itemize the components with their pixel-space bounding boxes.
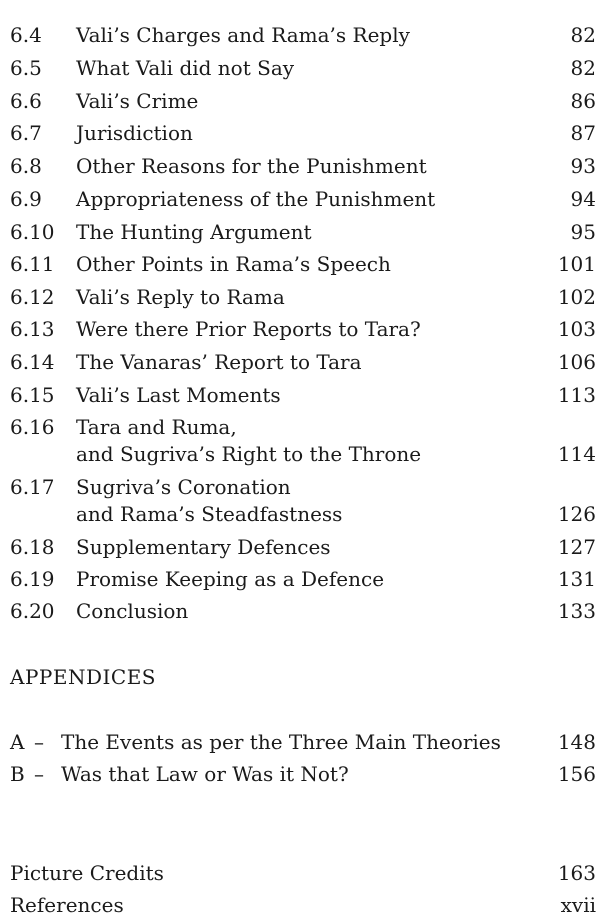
section-title-line: Appropriateness of the Punishment [76,187,436,211]
section-number: 6.20 [10,599,55,623]
section-title [76,153,427,180]
section-title-line: Conclusion [76,599,189,623]
section-title [76,284,285,311]
section-title [76,598,188,625]
section-title [76,55,294,82]
page-number: 101 [557,252,596,276]
page-number: 93 [570,154,596,178]
section-title [76,88,198,115]
appendix-title: Was that Law or Was it Not? [61,762,349,786]
section-title-line: The Hunting Argument [76,220,312,244]
page-number: 131 [557,567,596,591]
section-title [76,120,193,147]
appendix-title: The Events as per the Three Main Theories [61,730,501,754]
page-number: 126 [557,502,596,526]
section-title-line: Were there Prior Reports to Tara? [76,317,421,341]
section-title-line: Jurisdiction [76,121,193,145]
page-number: 148 [557,730,596,754]
section-title [76,534,331,561]
end-matter-title: Picture Credits [10,861,164,885]
section-number: 6.6 [10,89,42,113]
section-title-line: Vali’s Reply to Rama [76,285,285,309]
section-title [76,349,362,376]
section-number: 6.4 [10,23,42,47]
section-number: 6.17 [10,475,55,499]
section-title [76,566,384,593]
page-number: 156 [557,762,596,786]
section-title [76,22,410,49]
section-title-line: Vali’s Crime [76,89,199,113]
section-number: 6.18 [10,535,55,559]
section-title-line: Promise Keeping as a Defence [76,567,385,591]
section-title [76,474,342,528]
section-number: 6.16 [10,415,55,439]
section-title-line: and Rama’s Steadfastness [76,502,343,526]
section-title [76,186,435,213]
section-title-line: Other Reasons for the Punishment [76,154,427,178]
appendices-heading: APPENDICES [10,665,156,689]
section-title [76,414,421,468]
section-title-line: What Vali did not Say [76,56,295,80]
section-title [76,251,391,278]
section-title-line: Tara and Ruma, [76,415,237,439]
page-number: 94 [570,187,596,211]
section-title-line: The Vanaras’ Report to Tara [76,350,362,374]
page-number: 114 [557,442,596,466]
page-number: 82 [570,23,596,47]
section-title-line: Vali’s Last Moments [76,383,281,407]
page-number: 86 [570,89,596,113]
section-title [76,316,421,343]
appendix-letter: B [10,762,25,786]
end-matter-title: References [10,893,124,917]
page-number: 163 [557,861,596,885]
section-number: 6.11 [10,252,55,276]
section-title-line: Sugriva’s Coronation [76,475,291,499]
appendix-letter: A [10,730,25,754]
page-number: 127 [557,535,596,559]
page-number: 103 [557,317,596,341]
section-title [76,382,281,409]
appendix-dash: – [34,730,44,754]
page-number: 95 [570,220,596,244]
section-number: 6.7 [10,121,42,145]
section-title-line: Vali’s Charges and Rama’s Reply [76,23,410,47]
page-number: 106 [557,350,596,374]
page-number: 82 [570,56,596,80]
section-title-line: and Sugriva’s Right to the Throne [76,442,422,466]
section-number: 6.19 [10,567,55,591]
section-number: 6.10 [10,220,55,244]
section-title [76,219,312,246]
section-number: 6.9 [10,187,42,211]
section-number: 6.15 [10,383,55,407]
page-number: 113 [557,383,596,407]
page-number: 87 [570,121,596,145]
section-number: 6.5 [10,56,42,80]
page-number: 102 [557,285,596,309]
page-number: xvii [560,893,596,917]
section-title-line: Other Points in Rama’s Speech [76,252,391,276]
section-number: 6.14 [10,350,55,374]
page-number: 133 [557,599,596,623]
appendix-dash: – [34,762,44,786]
section-number: 6.13 [10,317,55,341]
section-title-line: Supplementary Defences [76,535,331,559]
section-number: 6.12 [10,285,55,309]
section-number: 6.8 [10,154,42,178]
